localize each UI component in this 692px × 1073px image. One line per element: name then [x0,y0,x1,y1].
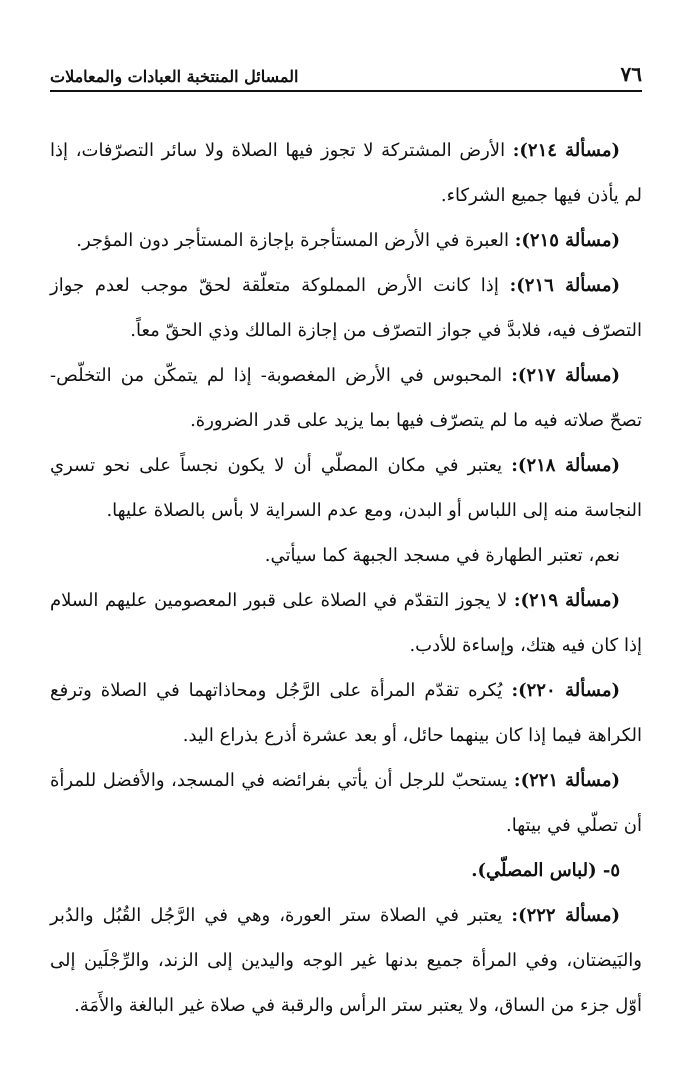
issue-text: يستحبّ للرجل أن يأتي بفرائضه في المسجد، والأفضل للمرأة أن تصلّي في بيتها. [50,770,642,836]
issue-label: (مسألة ٢١٩): [513,590,620,611]
issue-label: (مسألة ٢٢١): [513,770,620,791]
running-title: المسائل المنتخبة العبادات والمعاملات [50,67,299,86]
issue-215 [50,218,642,263]
issue-text: الأرض المشتركة لا تجوز فيها الصلاة ولا سائر التصرّفات، إذا لم يأذن فيها جميع الشركاء. [50,140,642,206]
issue-214 [50,128,642,218]
issue-220 [50,668,642,758]
page-number: ٧٦ [620,62,642,86]
issue-label: (مسألة ٢١٤): [512,140,620,161]
issue-label: (مسألة ٢١٧): [511,365,620,386]
issue-text: لا يجوز التقدّم في الصلاة على قبور المعصومين عليهم السلام إذا كان فيه هتك، وإساءة للأدب. [50,590,642,656]
page-header [50,58,642,92]
issue-text: يُكره تقدّم المرأة على الرَّجُل ومحاذاتهما في الصلاة وترفع الكراهة فيما إذا كان بينهما حائل، أو بعد عشرة أذرع بذراع اليد. [50,680,642,746]
continuation-text: نعم، تعتبر الطهارة في مسجد الجبهة كما سيأتي. [264,545,620,566]
issue-label: (مسألة ٢١٦): [509,275,620,296]
issue-218 [50,443,642,533]
issue-217 [50,353,642,443]
page-body [50,128,642,1028]
issue-218-continuation [50,533,642,578]
issue-text: العبرة في الأرض المستأجرة بإجازة المستأجر دون المؤجر. [76,230,515,251]
issue-text: يعتبر في الصلاة ستر العورة، وهي في الرَّجُل القُبُل والدُبر والبَيضتان، وفي المرأة جميع بدنها غير الوجه واليدين إلى الزند، والرِّجْلَين إلى أوّل جزء من الساق، ولا يعتبر ستر الرأس والرقبة في صلاة غير البالغة والأَمَة. [50,905,642,1016]
issue-text: يعتبر في مكان المصلّي أن لا يكون نجساً على نحو تسري النجاسة منه إلى اللباس أو البدن، ومع عدم السراية لا بأس بالصلاة عليها. [50,455,642,521]
issue-label: (مسألة ٢١٨): [511,455,620,476]
section-heading: ٥- (لباس المصلّي). [471,860,620,881]
issue-text: إذا كانت الأرض المملوكة متعلّقة لحقّ موجب لعدم جواز التصرّف فيه، فلابدَّ في جواز التصرّف من إجازة المالك وذي الحقّ معاً. [50,275,642,341]
issue-label: (مسألة ٢٢٠): [511,680,620,701]
issue-label: (مسألة ٢١٥): [514,230,620,251]
issue-text: المحبوس في الأرض المغصوبة- إذا لم يتمكّن من التخلّص- تصحّ صلاته فيه ما لم يتصرّف فيها بما يزيد على قدر الضرورة. [50,365,642,431]
issue-221 [50,758,642,848]
issue-label: (مسألة ٢٢٢): [511,905,620,926]
issue-219 [50,578,642,668]
issue-216 [50,263,642,353]
issue-222 [50,893,642,1028]
